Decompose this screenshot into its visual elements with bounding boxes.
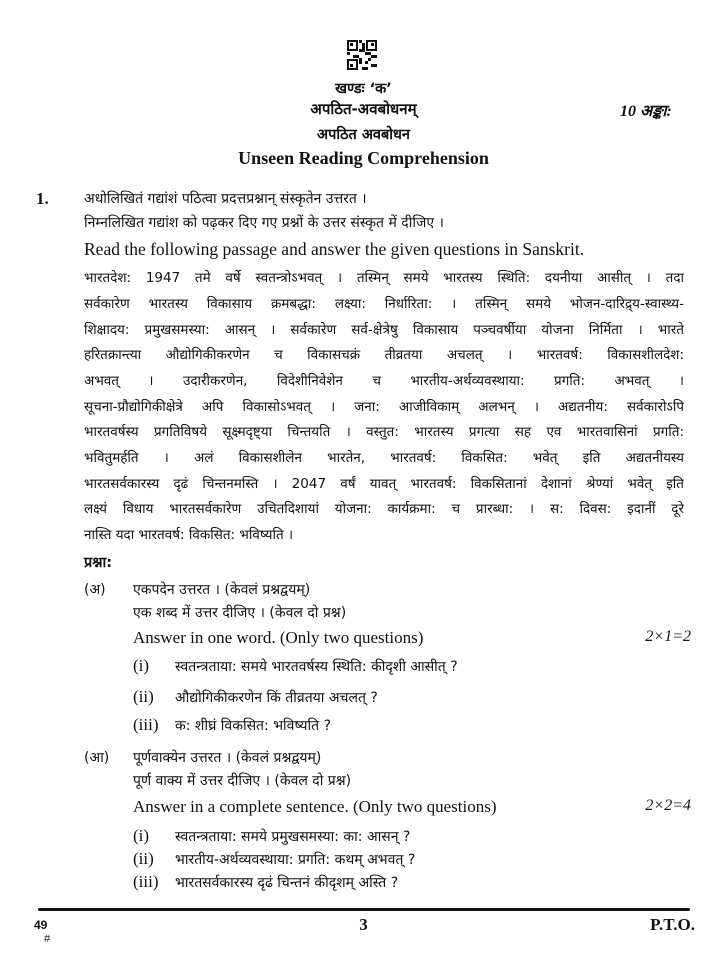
- part-a-item-num: (i): [133, 656, 150, 675]
- footer-divider: [38, 908, 690, 911]
- passage-line: भारतवर्षस्य प्रगतिविषये सूक्ष्मदृष्ट्या चिन्तयति । वस्तुत: भारतस्य प्रगत्या सह एव भारतवासिनां प्रगति:: [84, 424, 684, 440]
- page-number: 3: [359, 915, 368, 934]
- passage-line: सर्वकारेण भारतस्य विकासाय क्रमबद्धा: लक्ष्या: निर्धारिता: । तस्मिन् समये भोजन-दारिद्र्य-स्वास्थ्य-: [84, 296, 684, 312]
- passage-line: सूचना-प्रौद्योगिकीक्षेत्रे अपि विकासोऽभवत् । जना: आजीविकाम् अलभन् । अद्यतनीय: सर्वकारोऽपि: [84, 399, 684, 415]
- questions-label: प्रश्ना:: [84, 555, 113, 571]
- passage-line: हरितक्रान्त्या औद्योगिकीकरणेन च विकासचक्रं तीव्रतया अचलत् । भारतवर्ष: विकासशीलदेश:: [84, 347, 684, 363]
- part-a-item-num: (ii): [133, 687, 154, 706]
- instruction-sanskrit: अधोलिखितं गद्यांशं पठित्वा प्रदत्तप्रश्नान् संस्कृतेन उत्तरत ।: [84, 191, 367, 207]
- part-b-item-text: भारतसर्वकारस्य दृढं चिन्तनं कीदृशम् अस्ति ?: [175, 875, 399, 891]
- footer-code: 49: [34, 918, 48, 932]
- part-b-instruction-hindi: पूर्ण वाक्य में उत्तर दीजिए । (केवल दो प्रश्न): [133, 773, 352, 789]
- part-a-instruction-sanskrit: एकपदेन उत्तरत । (केवलं प्रश्नद्वयम्): [133, 582, 311, 598]
- part-b-item-text: भारतीय-अर्थव्यवस्थाया: प्रगति: कथम् अभवत् ?: [175, 852, 416, 868]
- part-b-item-num: (iii): [133, 872, 159, 891]
- part-b-instruction-sanskrit: पूर्णवाक्येन उत्तरत । (केवलं प्रश्नद्वयम्): [133, 750, 322, 766]
- title-english: Unseen Reading Comprehension: [238, 148, 489, 168]
- qr-code-icon: [347, 40, 377, 70]
- part-a-item-text: क: शीघ्रं विकसित: भविष्यति ?: [175, 718, 332, 734]
- passage-line: नास्ति यदा भारतवर्ष: विकसित: भविष्यति ।: [84, 527, 294, 543]
- part-b-item-num: (i): [133, 826, 150, 845]
- passage-line: भारतसर्वकारस्य दृढं चिन्तनमस्ति । 2047 वर्षं यावत् भारतवर्ष: विकसितानां देशानां श्रेण्यां भवेत् इति: [84, 476, 684, 492]
- title-hindi: अपठित अवबोधन: [317, 127, 410, 143]
- instruction-english: Read the following passage and answer the given questions in Sanskrit.: [84, 239, 585, 259]
- passage-line: शिक्षादय: प्रमुखसमस्या: आसन् । सर्वकारेण सर्व-क्षेत्रेषु विकासाय पञ्चवर्षीया योजना निर्मिता । भारते: [84, 322, 684, 338]
- part-a-instruction-english: Answer in one word. (Only two questions): [133, 628, 424, 647]
- passage-line: अभवत् । उदारीकरणेन, विदेशीनिवेशेन च भारतीय-अर्थव्यवस्थाया: प्रगति: अभवत् ।: [84, 373, 684, 389]
- part-b-item-text: स्वतन्त्रताया: समये प्रमुखसमस्या: का: आसन् ?: [175, 829, 411, 845]
- passage-line: भारतदेश: 1947 तमे वर्षे स्वतन्त्रोऽभवत् । तस्मिन् समये भारतस्य स्थिति: दयनीया आसीत् । तदा: [84, 270, 684, 286]
- part-a-instruction-hindi: एक शब्द में उत्तर दीजिए । (केवल दो प्रश्न): [133, 605, 347, 621]
- part-a-item-num: (iii): [133, 715, 159, 734]
- question-number: 1.: [36, 189, 49, 208]
- section-marks: 10 अङ्का:: [620, 103, 672, 120]
- part-b-label: (आ): [84, 750, 110, 766]
- passage-line: भवितुमर्हति । अलं विकासशीलेन भारतेन, भारतवर्ष: विकसित: भवेत् इति अद्यतनीयस्य: [84, 450, 684, 466]
- part-a-label: (अ): [84, 582, 106, 598]
- pto-label: P.T.O.: [650, 915, 695, 934]
- instruction-hindi: निम्नलिखित गद्यांश को पढ़कर दिए गए प्रश्नों के उत्तर संस्कृत में दीजिए ।: [84, 215, 444, 231]
- title-sanskrit: अपठित-अवबोधनम्: [310, 100, 417, 118]
- part-a-item-text: स्वतन्त्रताया: समये भारतवर्षस्य स्थिति: कीदृशी आसीत् ?: [175, 659, 458, 675]
- passage-line: लक्ष्यं विधाय भारतसर्वकारेण उचितदिशायां योजना: कार्यक्रमा: च प्रारब्धा: । स: दिवस: इदानीं दूरे: [84, 501, 684, 517]
- part-b-marks: 2×2=4: [645, 797, 691, 814]
- footer-hash: #: [44, 933, 51, 945]
- section-heading: खण्डः ‘क’: [335, 81, 392, 97]
- part-b-item-num: (ii): [133, 849, 154, 868]
- part-a-item-text: औद्योगिकीकरणेन किं तीव्रतया अचलत् ?: [175, 690, 378, 706]
- part-b-instruction-english: Answer in a complete sentence. (Only two questions): [133, 797, 497, 816]
- part-a-marks: 2×1=2: [645, 628, 691, 645]
